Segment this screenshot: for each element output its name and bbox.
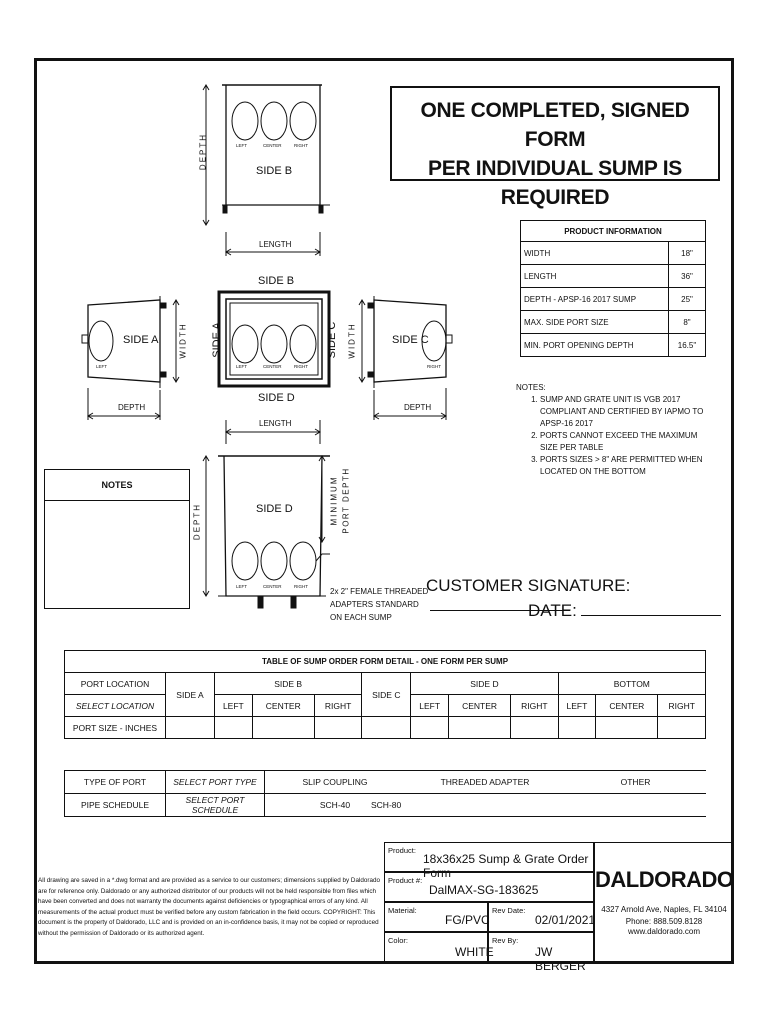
order-detail-table: TABLE OF SUMP ORDER FORM DETAIL - ONE FORM PER SUMP PORT LOCATION SIDE A SIDE B SIDE C SIDE D BOTTOM SELECT LOCATION LEFT CENTER RIGHT LEFT CENTER RIGHT LEFT CENTER RIGHT PORT SIZE - INCHES — [64, 650, 706, 739]
width-label-c: WIDTH — [347, 322, 357, 359]
size-input[interactable] — [448, 717, 510, 739]
brand-logo: DALDORADO — [595, 867, 734, 892]
product-number: DalMAX-SG-183625 — [429, 883, 539, 897]
product-information-table — [520, 220, 706, 357]
table-row: LENGTH 36" — [521, 265, 706, 288]
port-left-label: LEFT — [236, 143, 248, 148]
size-input[interactable] — [252, 717, 314, 739]
size-input[interactable] — [596, 717, 658, 739]
size-input[interactable] — [215, 717, 253, 739]
plan-left-label: LEFT — [236, 364, 248, 369]
size-input[interactable] — [411, 717, 449, 739]
color-value: WHITE — [455, 945, 494, 959]
website[interactable]: www.daldorado.com — [627, 927, 701, 936]
phone: Phone: 888.509.8128 — [625, 917, 703, 926]
d-right-label: RIGHT — [294, 584, 308, 589]
size-input[interactable] — [362, 717, 411, 739]
plan-view — [219, 292, 329, 386]
port-center — [261, 102, 287, 140]
side-a-view — [82, 296, 179, 420]
side-c-view — [359, 296, 452, 420]
product-name: 18x36x25 Sump & Grate Order Form — [423, 852, 589, 880]
side-a-label: SIDE A — [123, 334, 159, 346]
size-input[interactable] — [511, 717, 558, 739]
plan-center-label: CENTER — [263, 364, 282, 369]
notes-box-title: NOTES — [45, 470, 189, 501]
brand-block — [594, 842, 734, 962]
side-c-label: SIDE C — [392, 334, 429, 346]
adapter-note: 2x 2" FEMALE THREADED ADAPTERS STANDARD ON EACH SUMP — [330, 587, 429, 622]
list-item: 3. PORTS SIZES > 8" ARE PERMITTED WHEN LOCATED ON THE BOTTOM — [540, 454, 716, 478]
table-row: DEPTH - APSP-16 2017 SUMP 25" — [521, 288, 706, 311]
size-input[interactable] — [558, 717, 596, 739]
side-b-label-plan: SIDE B — [258, 275, 295, 287]
depth-label-a: DEPTH — [118, 403, 146, 412]
port-depth-label: PORT DEPTH — [341, 467, 351, 534]
notes-heading: NOTES: — [516, 383, 546, 392]
disclaimer: All drawing are saved in a *.dwg format and are provided as a service to our customers; dimensions supplied by Daldorado are for reference only. Daldorado or any authorized distributor of our products will not be held responsible from files which have been converted and does not warranty the documents against deficiencies or typographical errors of any kind. All measurements of the actual product must be verified before any custom fabrication in the field occurs. COPYRIGHT: This document is the property of Daldorado, LLC and is provided on an in-confidence basis, it may not be copied or reproduced without the permission of Daldorado or its authorized agent. — [38, 877, 380, 937]
address: 4327 Arnold Ave, Naples, FL 34104 — [601, 905, 727, 914]
select-schedule-cell[interactable]: SELECT PORT SCHEDULE — [166, 794, 265, 817]
list-item: 1. SUMP AND GRATE UNIT IS VGB 2017 COMPLIANT AND CERTIFIED BY IAPMO TO APSP-16 2017 — [540, 394, 716, 430]
size-input[interactable] — [658, 717, 706, 739]
side-c-right-label: RIGHT — [427, 364, 441, 369]
port-right — [290, 102, 316, 140]
rev-by: JW BERGER — [535, 945, 586, 973]
date-field[interactable] — [528, 601, 721, 621]
length-label-bottom: LENGTH — [259, 419, 292, 428]
side-a-left-label: LEFT — [96, 364, 108, 369]
side-d-label-plan: SIDE D — [258, 392, 295, 404]
port-left — [232, 102, 258, 140]
list-item: 2. PORTS CANNOT EXCEED THE MAXIMUM SIZE PER TABLE — [540, 430, 716, 454]
date-label: DATE: — [528, 601, 577, 620]
d-left-label: LEFT — [236, 584, 248, 589]
select-port-type-cell[interactable]: SELECT PORT TYPE — [166, 771, 265, 794]
width-label-a: WIDTH — [178, 322, 188, 359]
length-label-top: LENGTH — [259, 240, 292, 249]
order-table-title: TABLE OF SUMP ORDER FORM DETAIL - ONE FORM PER SUMP — [65, 651, 706, 673]
port-size-row: PORT SIZE - INCHES — [65, 717, 706, 739]
material-value: FG/PVC — [445, 913, 490, 927]
plan-right-label: RIGHT — [294, 364, 308, 369]
side-c-label-plan: SIDE C — [326, 321, 338, 359]
minimum-label: MINIMUM — [329, 475, 339, 526]
table-row: MAX. SIDE PORT SIZE 8" — [521, 311, 706, 334]
port-center-label: CENTER — [263, 143, 282, 148]
depth-label-b: DEPTH — [198, 132, 208, 171]
size-input[interactable] — [166, 717, 215, 739]
title-block: Product: 18x36x25 Sump & Grate Order Form Product #: DalMAX-SG-183625 Material: FG/PVC Rev Date: 02/01/2021 Color: WHITE Rev By: JW BERGER DALDORADO 4327 Arnold Ave, Naples, FL 34104 Phone: 888.509.8128 www.daldorado.com — [384, 842, 734, 964]
table-row: MIN. PORT OPENING DEPTH 16.5" — [521, 334, 706, 357]
banner-line-2: PER INDIVIDUAL SUMP IS REQUIRED — [427, 157, 682, 209]
d-center-label: CENTER — [263, 584, 282, 589]
select-location-cell[interactable]: SELECT LOCATION — [65, 695, 166, 717]
customer-signature-label: CUSTOMER SIGNATURE: — [426, 576, 631, 595]
notes-box[interactable] — [44, 469, 190, 609]
notes-list — [516, 382, 716, 478]
side-d-label: SIDE D — [256, 503, 293, 515]
side-b-label-top: SIDE B — [256, 165, 293, 177]
depth-label-c: DEPTH — [404, 403, 432, 412]
table-row: WIDTH 18" — [521, 242, 706, 265]
rev-date: 02/01/2021 — [535, 913, 596, 927]
port-type-table: TYPE OF PORT SELECT PORT TYPE SLIP COUPLING THREADED ADAPTER OTHER PIPE SCHEDULE SELECT PORT SCHEDULE SCH-40 SCH-80 — [64, 770, 706, 817]
depth-label-d: DEPTH — [192, 502, 202, 541]
port-right-label: RIGHT — [294, 143, 308, 148]
size-input[interactable] — [314, 717, 361, 739]
date-line[interactable] — [581, 615, 721, 616]
banner-line-1: ONE COMPLETED, SIGNED FORM — [420, 99, 690, 151]
side-a-label-plan: SIDE A — [211, 322, 223, 358]
product-info-title: PRODUCT INFORMATION — [521, 221, 706, 242]
